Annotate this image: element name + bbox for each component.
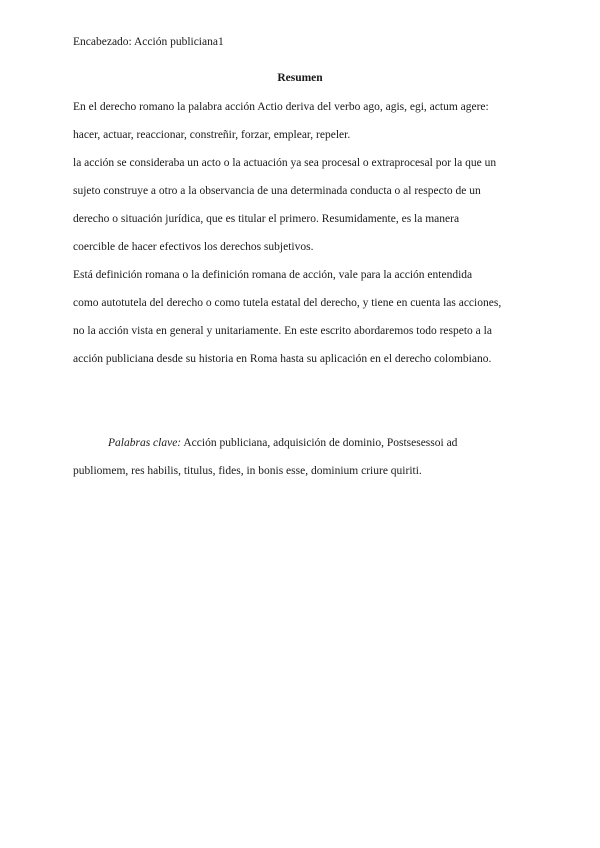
abstract-line: Está definición romana o la definición romana de acción, vale para la acción entendida <box>73 269 473 281</box>
abstract-line: hacer, actuar, reaccionar, constreñir, forzar, emplear, repeler. <box>73 129 351 141</box>
abstract-line: derecho o situación jurídica, que es titular el primero. Resumidamente, es la manera <box>73 213 460 225</box>
running-header: Encabezado: Acción publiciana1 <box>73 36 224 48</box>
abstract-line: coercible de hacer efectivos los derechos subjetivos. <box>73 241 314 253</box>
abstract-line: En el derecho romano la palabra acción Actio deriva del verbo ago, agis, egi, actum agere: <box>73 101 489 113</box>
keywords-line <box>108 437 457 449</box>
keywords-label: Palabras clave: <box>108 437 182 449</box>
abstract-line: no la acción vista en general y unitariamente. En este escrito abordaremos todo respeto a la <box>73 325 492 337</box>
abstract-line: sujeto construye a otro a la observancia de una determinada conducta o al respecto de un <box>73 185 481 197</box>
abstract-line: acción publiciana desde su historia en Roma hasta su aplicación en el derecho colombiano. <box>73 353 492 365</box>
abstract-line: como autotutela del derecho o como tutela estatal del derecho, y tiene en cuenta las acciones, <box>73 297 502 309</box>
keywords-line: publiomem, res habilis, titulus, fides, in bonis esse, dominium criure quiriti. <box>73 465 422 477</box>
abstract-line: la acción se consideraba un acto o la actuación ya sea procesal o extraprocesal por la que un <box>73 157 497 169</box>
keywords-text: Acción publiciana, adquisición de dominio, Postsesessoi ad <box>181 437 458 449</box>
abstract-title: Resumen <box>277 72 323 84</box>
